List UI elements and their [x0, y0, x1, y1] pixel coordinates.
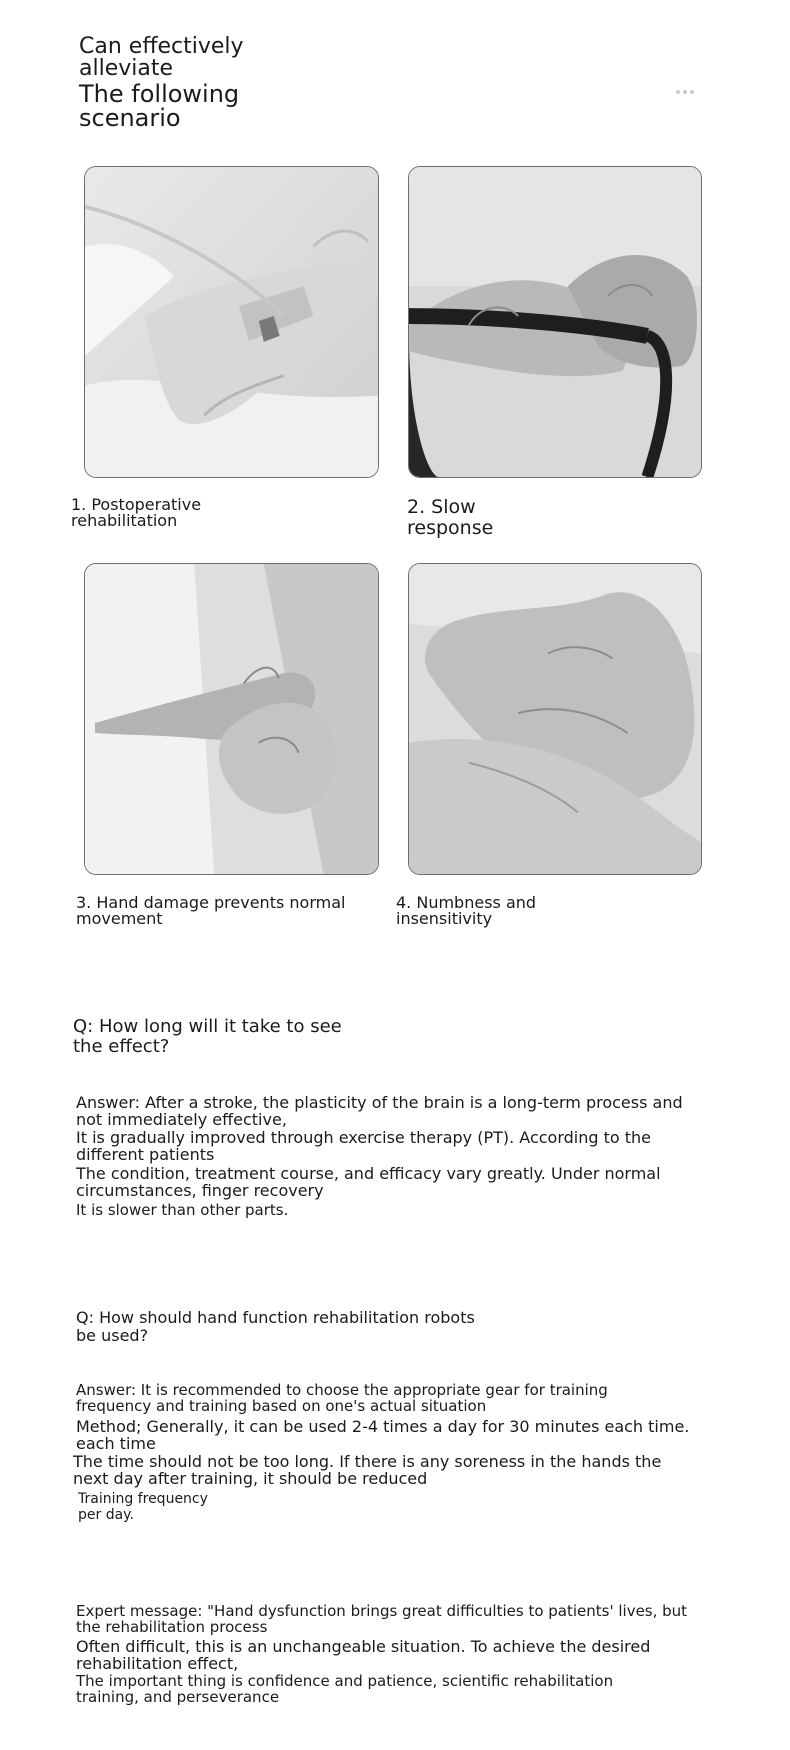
hand-with-iv-photo [84, 166, 379, 478]
faq-answer-1-line-1: Answer: After a stroke, the plasticity of the brain is a long-term process and not immediately effective, [76, 1093, 683, 1129]
scenario-caption-3: 3. Hand damage prevents normal movement [76, 893, 346, 928]
faq-answer-1-line-4: It is slower than other parts. [76, 1201, 289, 1219]
heading-line-1: Can effectively alleviate [79, 34, 244, 81]
faq-question-1: Q: How long will it take to see the effect? [73, 1016, 342, 1057]
expert-message-line-1: Expert message: "Hand dysfunction brings great difficulties to patients' lives, but the rehabilitation process [76, 1602, 688, 1636]
faq-question-2: Q: How should hand function rehabilitation robots be used? [76, 1308, 475, 1345]
expert-message-line-2: Often difficult, this is an unchangeable situation. To achieve the desired rehabilitation effect, [76, 1637, 651, 1673]
faq-answer-2-line-4: Training frequency per day. [78, 1491, 208, 1523]
faq-answer-1-line-3: The condition, treatment course, and efficacy vary greatly. Under normal circumstances, finger recovery [76, 1164, 661, 1200]
faq-answer-1-line-2: It is gradually improved through exercise therapy (PT). According to the different patients [76, 1128, 652, 1164]
scenario-caption-2: 2. Slow response [407, 496, 494, 539]
scenario-caption-4: 4. Numbness and insensitivity [396, 893, 537, 928]
palm-pressing-photo [408, 563, 702, 875]
elderly-hands-on-cane-photo [408, 166, 702, 478]
faq-answer-2-line-3: The time should not be too long. If there is any soreness in the hands the next day after training, it should be reduced [73, 1452, 662, 1488]
heading-line-2: The following scenario [79, 80, 240, 132]
scenario-caption-1: 1. Postoperative rehabilitation [71, 495, 202, 530]
faq-answer-2-line-2: Method; Generally, it can be used 2-4 times a day for 30 minutes each time. each time [76, 1417, 690, 1453]
expert-message-line-3: The important thing is confidence and patience, scientific rehabilitation training, and perseverance [76, 1672, 614, 1706]
hand-massage-photo [84, 563, 379, 875]
faq-answer-2-line-1: Answer: It is recommended to choose the appropriate gear for training frequency and training based on one's actual situation [76, 1381, 608, 1415]
more-dots-icon[interactable] [676, 90, 698, 96]
